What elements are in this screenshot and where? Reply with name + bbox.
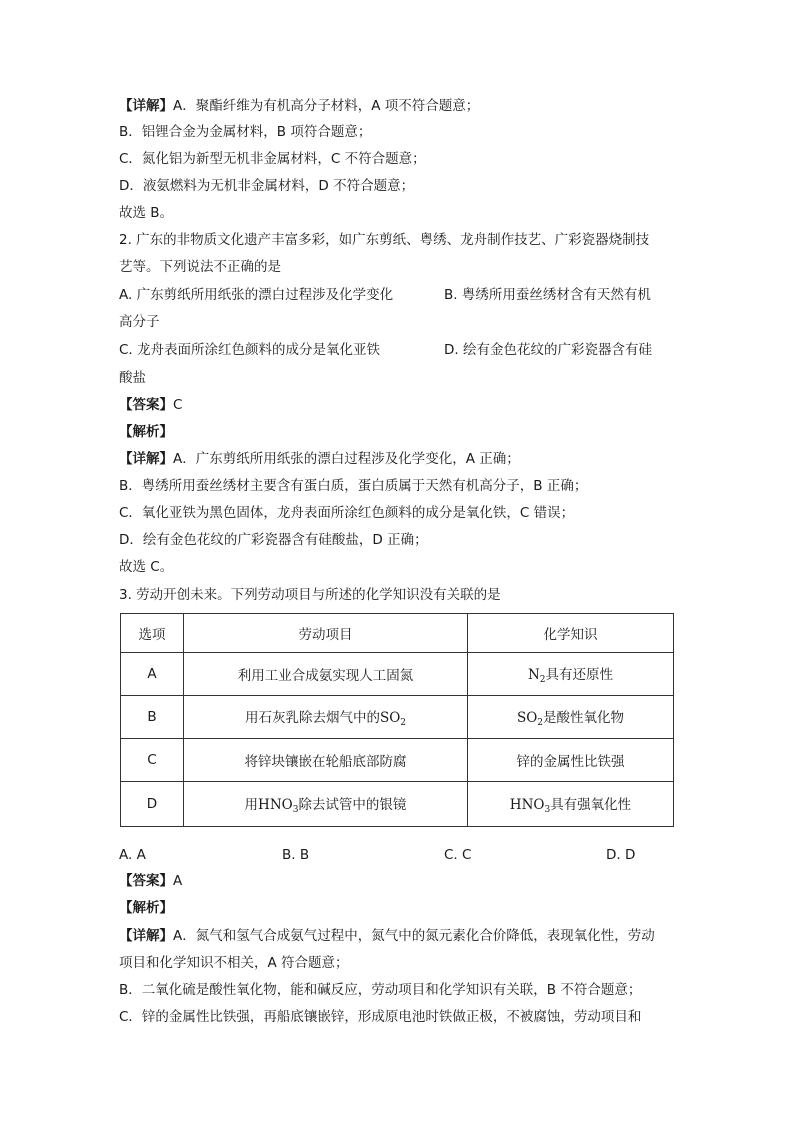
formula: N (527, 667, 540, 683)
q3-detail-line-a (119, 926, 655, 946)
q2-stem-line2: 艺等。下列说法不正确的是 (119, 259, 281, 275)
q3-analysis-tag (119, 898, 173, 918)
q1-detail-line-b: B．铝锂合金为金属材料，B 项符合题意； (119, 124, 372, 140)
q2-answer (119, 395, 182, 415)
q3-detail-line-a-cont: 项目和化学知识不相关，A 符合题意； (119, 955, 349, 971)
row-option: A (121, 653, 184, 696)
q2-option-b: B. 粤绣所用蚕丝绣材含有天然有机 (444, 287, 651, 303)
analysis-tag: 【解析】 (119, 900, 173, 916)
q2-detail-line-d: D．绘有金色花纹的广彩瓷器含有硅酸盐，D 正确； (119, 532, 428, 548)
analysis-tag: 【解析】 (119, 424, 173, 440)
q1-detail-line-a (119, 96, 479, 116)
row-labor: 将锌块镶嵌在轮船底部防腐 (184, 739, 468, 782)
q3-choice-c: C. C (444, 847, 472, 863)
header-labor: 劳动项目 (184, 614, 468, 653)
q3-stem: 3. 劳动开创未来。下列劳动项目与所述的化学知识没有关联的是 (119, 587, 501, 603)
detail-text: A．广东剪纸所用纸张的漂白过程涉及化学变化，A 正确； (173, 451, 520, 467)
formula-subscript: 2 (400, 718, 407, 728)
q2-option-d-cont: 酸盐 (119, 370, 146, 386)
q2-option-b-cont: 高分子 (119, 314, 160, 330)
q1-detail-line-c: C．氮化铝为新型无机非金属材料，C 不符合题意； (119, 151, 426, 167)
formula-subscript: 3 (292, 805, 299, 815)
q2-option-d: D. 绘有金色花纹的广彩瓷器含有硅 (444, 342, 652, 358)
q2-detail-line-c: C．氧化亚铁为黑色固体，龙舟表面所涂红色颜料的成分是氧化铁，C 错误； (119, 505, 575, 521)
q3-table (120, 613, 674, 827)
answer-value: C (173, 397, 183, 413)
q2-analysis-tag (119, 422, 173, 442)
q1-detail-line-d: D．液氨燃料为无机非金属材料，D 不符合题意； (119, 178, 415, 194)
header-knowledge: 化学知识 (468, 614, 674, 653)
q3-choice-b: B. B (282, 847, 310, 863)
knowledge-text: 具有还原性 (545, 667, 614, 683)
q2-option-a: A. 广东剪纸所用纸张的漂白过程涉及化学变化 (119, 287, 394, 303)
answer-value: A (173, 873, 183, 889)
formula: SO (379, 710, 401, 726)
formula: HNO (509, 797, 545, 813)
detail-tag: 【详解】 (119, 451, 173, 467)
labor-text: 用石灰乳除去烟气中的 (244, 710, 380, 726)
row-option: C (121, 739, 184, 782)
q2-detail-line-a (119, 449, 520, 469)
knowledge-text: 具有强氧化性 (550, 797, 632, 813)
q3-answer (119, 871, 182, 891)
row-knowledge: 锌的金属性比铁强 (468, 739, 674, 782)
labor-text: 用 (244, 797, 259, 813)
formula: HNO (258, 797, 293, 813)
answer-tag: 【答案】 (119, 873, 173, 889)
q3-detail-line-c: C．锌的金属性比铁强，再船底镶嵌锌，形成原电池时铁做正极，不被腐蚀，劳动项目和 (119, 1009, 642, 1025)
table-row (121, 782, 674, 827)
row-knowledge (468, 782, 674, 827)
row-knowledge (468, 653, 674, 696)
labor-text: 除去试管中的银镜 (298, 797, 407, 813)
table-header-row (121, 614, 674, 653)
q3-choice-d: D. D (606, 847, 636, 863)
row-labor (184, 782, 468, 827)
q2-detail-line-b: B．粤绣所用蚕丝绣材主要含有蛋白质，蛋白质属于天然有机高分子，B 正确； (119, 478, 588, 494)
detail-tag: 【详解】 (119, 928, 173, 944)
q3-choice-a: A. A (119, 847, 146, 863)
q2-conclusion: 故选 C。 (119, 559, 174, 575)
formula-subscript: 2 (537, 718, 544, 728)
row-option: B (121, 696, 184, 739)
row-option: D (121, 782, 184, 827)
q3-detail-line-b: B．二氧化硫是酸性氧化物，能和碱反应，劳动项目和化学知识有关联，B 不符合题意； (119, 982, 642, 998)
table-row (121, 696, 674, 739)
answer-tag: 【答案】 (119, 397, 173, 413)
q2-option-c: C. 龙舟表面所涂红色颜料的成分是氧化亚铁 (119, 342, 381, 358)
q2-stem-line1: 2. 广东的非物质文化遗产丰富多彩，如广东剪纸、粤绣、龙舟制作技艺、广彩瓷器烧制技 (119, 232, 650, 248)
row-labor (184, 696, 468, 739)
detail-tag: 【详解】 (119, 98, 173, 114)
row-labor: 利用工业合成氨实现人工固氮 (184, 653, 468, 696)
detail-text: A．聚酯纤维为有机高分子材料，A 项不符合题意； (173, 98, 480, 114)
header-option: 选项 (121, 614, 184, 653)
row-knowledge (468, 696, 674, 739)
q1-conclusion: 故选 B。 (119, 205, 174, 221)
knowledge-text: 是酸性氧化物 (543, 710, 625, 726)
detail-text: A．氮气和氢气合成氨气过程中，氮气中的氮元素化合价降低，表现氧化性，劳动 (173, 928, 655, 944)
formula-subscript: 3 (544, 805, 551, 815)
table-row (121, 653, 674, 696)
formula: SO (516, 710, 538, 726)
formula-subscript: 2 (539, 675, 546, 685)
table-row (121, 739, 674, 782)
